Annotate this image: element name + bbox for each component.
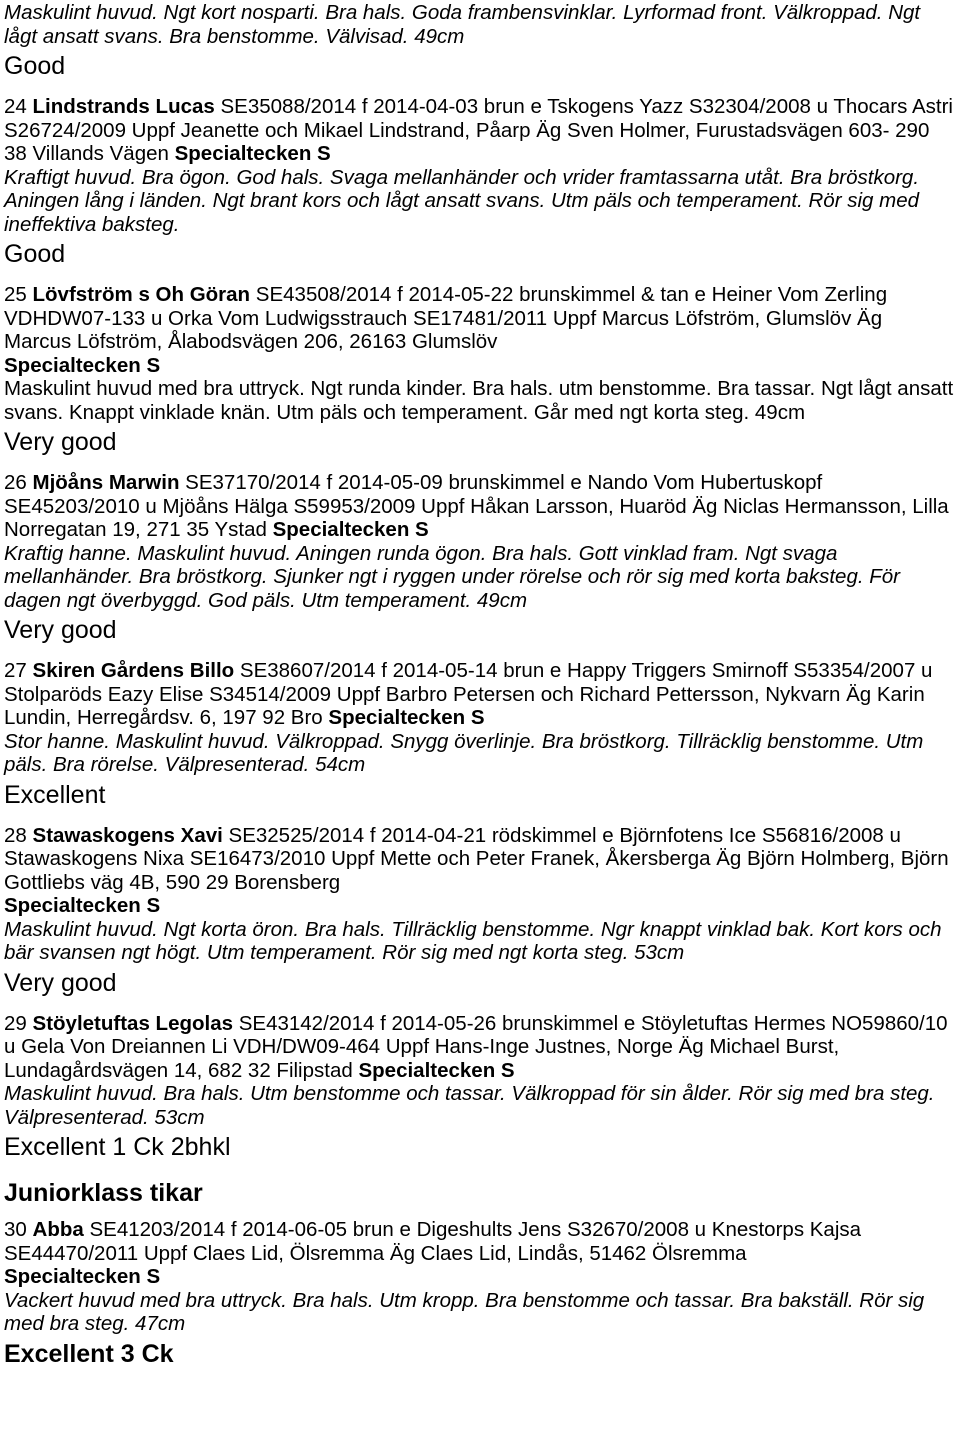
entry-number: 29: [4, 1011, 27, 1035]
entry-special: Specialtecken S: [272, 518, 429, 541]
intro-grade: Good: [4, 52, 66, 80]
section-title: Juniorklass tikar: [4, 1179, 203, 1207]
entry-kennel: Stawaskogens: [32, 823, 175, 847]
entry-header: [4, 1218, 954, 1265]
entry-kennel: Stöyletuftas: [32, 1011, 150, 1035]
entry-details: SE43142/2014 f 2014-05-26 brunskimmel e Stöyletuftas Hermes NO59860/10 u Gela Von Dreiannen Li VDH/DW09-464 Uppf Hans-Inge Justnes, Norge Äg Michael Burst, Lundagårdsvägen 14, 682 32 Filipstad: [4, 1011, 948, 1082]
entry-grade: Excellent: [4, 780, 106, 809]
entry-kennel: Lövfström s: [32, 283, 150, 306]
entry-grade: Good: [4, 240, 66, 268]
entry-special: Specialtecken S: [174, 142, 331, 165]
entry-details: SE37170/2014 f 2014-05-09 brunskimmel e Nando Vom Hubertuskopf SE45203/2010 u Mjöåns Hälga S59953/2009 Uppf Håkan Larsson, Huaröd Äg Niclas Hermansson, Lilla Norregatan 19, 271 35 Ystad: [4, 471, 949, 541]
entry-critique: Maskulint huvud. Ngt korta öron. Bra hals. Tillräcklig benstomme. Ngr knappt vinklad bak. Kort kors och bär svansen ngt högt. Utm temperament. Rör sig med ngt korta steg. 53cm: [4, 917, 942, 964]
entry-dog-name: Oh Göran: [155, 283, 251, 306]
entry-grade: Very good: [4, 428, 117, 456]
entry-dog-name: Marwin: [108, 471, 180, 494]
entry-24: [4, 95, 954, 269]
entry-details: SE38607/2014 f 2014-05-14 brun e Happy Triggers Smirnoff S53354/2007 u Stolparöds Eazy Elise S34514/2009 Uppf Barbro Petersen och Richard Pettersson, Nykvarn Äg Karin Lundin, Herregårdsv. 6, 197 92 Bro: [4, 659, 933, 729]
entry-critique: Kraftigt huvud. Bra ögon. God hals. Svaga mellanhänder och vrider framtassarna utåt. Bra bröstkorg. Aningen lång i länden. Ngt brant kors och lågt ansatt svans. Utm päls och temperament. Rör sig med ineffektiva baksteg.: [4, 165, 920, 236]
entry-dog-name: Xavi: [180, 823, 223, 847]
entry-kennel: Mjöåns: [32, 471, 104, 494]
entry-dog-name: Legolas: [155, 1011, 234, 1035]
entry-grade: Very good: [4, 968, 117, 997]
entry-26: [4, 471, 954, 645]
entry-header: [4, 471, 954, 542]
entry-kennel: Abba: [32, 1218, 84, 1241]
entry-28: [4, 824, 954, 998]
entry-kennel: Lindstrands: [32, 95, 150, 118]
entry-number: 25: [4, 283, 27, 306]
entry-27: [4, 659, 954, 810]
entry-critique: Maskulint huvud. Bra hals. Utm benstomme och tassar. Välkroppad för sin ålder. Rör sig med bra steg. Välpresenterad. 53cm: [4, 1082, 935, 1129]
entry-details: SE43508/2014 f 2014-05-22 brunskimmel & tan e Heiner Vom Zerling VDHDW07-133 u Orka Vom Ludwigsstrauch SE17481/2011 Uppf Marcus Löfström, Glumslöv Äg Marcus Löfström, Ålabodsvägen 206, 26163 Glumslöv: [4, 283, 888, 353]
entry-details: SE35088/2014 f 2014-04-03 brun e Tskogens Yazz S32304/2008 u Thocars Astri S26724/2009 Uppf Jeanette och Mikael Lindstrand, Påarp Äg Sven Holmer, Furustadsvägen 603- 290 38 Villands Vägen: [4, 95, 953, 165]
entry-kennel: Skiren Gårdens: [32, 659, 185, 682]
entry-dog-name: Lucas: [155, 95, 215, 118]
entry-30: [4, 1218, 954, 1369]
intro-critique: Maskulint huvud. Ngt kort nosparti. Bra hals. Goda frambensvinklar. Lyrformad front. Välkroppad. Ngt lågt ansatt svans. Bra benstomme. Välvisad. 49cm: [4, 1, 921, 48]
entry-header: [4, 659, 954, 730]
entry-special: Specialtecken S: [358, 1058, 515, 1082]
entry-details: SE41203/2014 f 2014-06-05 brun e Digeshults Jens S32670/2008 u Knestorps Kajsa SE44470/2011 Uppf Claes Lid, Ölsremma Äg Claes Lid, Lindås, 51462 Ölsremma: [4, 1218, 862, 1265]
entry-critique: Kraftig hanne. Maskulint huvud. Aningen runda ögon. Bra hals. Gott vinklad fram. Ngt svaga mellanhänder. Bra bröstkorg. Sjunker ngt i ryggen under rörelse och rör sig med korta baksteg. För dagen ngt överbyggd. God päls. Utm temperament. 49cm: [4, 541, 900, 612]
entry-29: [4, 1012, 954, 1163]
entry-special: Specialtecken S: [4, 353, 161, 377]
entry-grade: Excellent 1 Ck 2bhkl: [4, 1133, 231, 1161]
entry-header: [4, 1012, 954, 1083]
entry-special: Specialtecken S: [328, 706, 485, 729]
entry-critique: Maskulint huvud med bra uttryck. Ngt runda kinder. Bra hals. utm benstomme. Bra tassar. Ngt lågt ansatt svans. Knappt vinklade knän. Utm päls och temperament. Går med ngt korta steg. 49cm: [4, 377, 954, 424]
entry-number: 26: [4, 471, 27, 494]
entry-number: 27: [4, 659, 27, 682]
entry-number: 24: [4, 95, 27, 118]
entry-special: Specialtecken S: [4, 1265, 161, 1288]
entry-number: 28: [4, 823, 27, 847]
entry-dog-name: Billo: [189, 659, 235, 682]
entry-special: Specialtecken S: [4, 894, 161, 917]
entry-header: [4, 95, 954, 166]
entry-details: SE32525/2014 f 2014-04-21 rödskimmel e Björnfotens Ice S56816/2008 u Stawaskogens Nixa SE16473/2010 Uppf Mette och Peter Franek, Åkersberga Äg Björn Holmberg, Björn Gottliebs väg 4B, 590 29 Borensberg: [4, 823, 949, 894]
entry-number: 30: [4, 1218, 27, 1241]
entry-grade: Excellent 3 Ck: [4, 1339, 174, 1368]
entry-25: [4, 283, 954, 457]
entry-grade: Very good: [4, 616, 117, 644]
entry-critique: Vackert huvud med bra uttryck. Bra hals. Utm kropp. Bra benstomme och tassar. Bra bakställ. Rör sig med bra steg. 47cm: [4, 1288, 925, 1335]
entry-header: [4, 824, 954, 895]
entry-critique: Stor hanne. Maskulint huvud. Välkroppad. Snygg överlinje. Bra bröstkorg. Tillräcklig benstomme. Utm päls. Bra rörelse. Välpresenterad. 54cm: [4, 729, 924, 776]
entry-header: [4, 283, 954, 354]
